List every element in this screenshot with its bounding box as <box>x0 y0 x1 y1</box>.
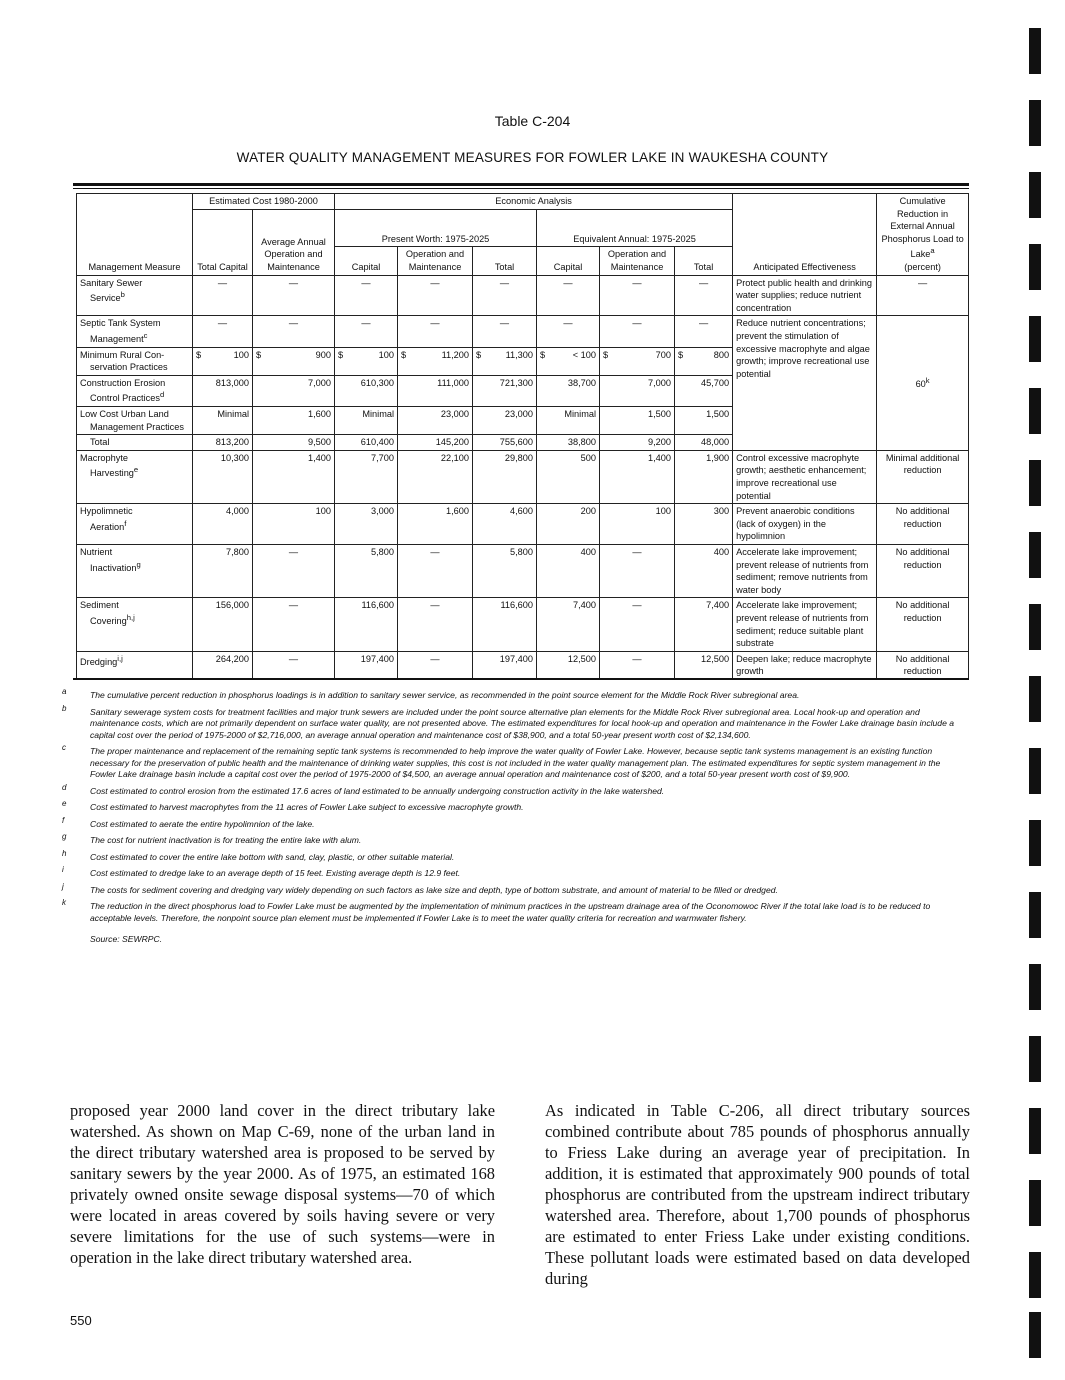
cell: $ 11,300 <box>473 347 537 375</box>
cell: — <box>193 316 253 347</box>
table-row <box>77 504 969 545</box>
header-present-worth: Present Worth: 1975-2025 <box>335 209 537 247</box>
edge-mark <box>1029 676 1041 722</box>
cell: 721,300 <box>473 375 537 406</box>
cell: $ 700 <box>600 347 675 375</box>
footnote-i: i Cost estimated to dredge lake to an average depth of 15 feet. Existing average depth is 12.9 feet. <box>62 865 461 878</box>
measure-name: Sanitary Sewer Service$^b$ <box>77 275 193 316</box>
measures-table <box>76 193 969 680</box>
reduction-cell: No additional reduction <box>877 545 969 598</box>
cell: 400 <box>537 545 600 598</box>
cell: 1,600 <box>398 504 473 545</box>
header-avg-annual-om: Average Annual Operation and Maintenance <box>253 209 335 275</box>
cell: — <box>335 316 398 347</box>
cell: — <box>398 598 473 651</box>
cell: 145,200 <box>398 435 473 451</box>
cell: 7,000 <box>600 375 675 406</box>
cell: 7,400 <box>675 598 733 651</box>
header-ea-total: Total <box>675 247 733 275</box>
effectiveness-cell: Prevent anaerobic conditions (lack of oxygen) in the hypolimnion <box>733 504 877 545</box>
cell: 610,300 <box>335 375 398 406</box>
header-ea-capital: Capital <box>537 247 600 275</box>
cell: $ 100 <box>193 347 253 375</box>
cell: 7,700 <box>335 450 398 503</box>
measure-name: Total <box>77 435 193 451</box>
cell: 400 <box>675 545 733 598</box>
cell: $ < 100 <box>537 347 600 375</box>
cell: — <box>537 316 600 347</box>
effectiveness-cell: Accelerate lake improvement; prevent release of nutrients from sediment; remove nutrients from water body <box>733 545 877 598</box>
cell: $ 800 <box>675 347 733 375</box>
table-row <box>77 450 969 503</box>
cell: 264,200 <box>193 651 253 679</box>
cell: 1,400 <box>253 450 335 503</box>
cell: 7,800 <box>193 545 253 598</box>
cumulative-reduction-label: Cumulative Reduction in External Annual Phosphorus Load to Lake <box>881 196 964 260</box>
cell: 12,500 <box>675 651 733 679</box>
edge-mark <box>1029 244 1041 290</box>
reduction-cell: No additional reduction <box>877 651 969 679</box>
header-total-capital: Total Capital <box>193 209 253 275</box>
footnote-k: k The reduction in the direct phosphorus load to Fowler Lake must be augmented by the implementation of minimum practices in the upstream drainage area of the Oconomowoc River if the total lake load is to be reduced to acceptable levels. Therefore, the nonpoint source plan element must be implemented if Fowler Lake is to meet the water quality criteria for recreation and warmwater fishery. <box>62 898 931 923</box>
header-equivalent-annual: Equivalent Annual: 1975-2025 <box>537 209 733 247</box>
measure-name: Septic Tank System Management$^c$ <box>77 316 193 347</box>
cell: 813,200 <box>193 435 253 451</box>
cell: 111,000 <box>398 375 473 406</box>
cell: 9,500 <box>253 435 335 451</box>
table-row <box>77 545 969 598</box>
cell: 755,600 <box>473 435 537 451</box>
source-note: Source: SEWRPC. <box>90 934 163 944</box>
cell: 48,000 <box>675 435 733 451</box>
header-pw-capital: Capital <box>335 247 398 275</box>
cell: — <box>398 316 473 347</box>
cell: — <box>253 275 335 316</box>
table-row <box>77 598 969 651</box>
footnote-a: a The cumulative percent reduction in phosphorus loadings is in addition to sanitary sewer service, as recommended in the point source element for the Middle Rock River subregional area. <box>62 687 800 700</box>
edge-mark <box>1029 316 1041 362</box>
cell: 23,000 <box>473 407 537 435</box>
measure-name: Nutrient Inactivation$^g$ <box>77 545 193 598</box>
footnote-f: f Cost estimated to aerate the entire hypolimnion of the lake. <box>62 815 315 829</box>
table-bottom-rule <box>73 678 969 680</box>
edge-mark <box>1029 748 1041 794</box>
cell: — <box>398 651 473 679</box>
edge-mark <box>1029 1252 1041 1298</box>
cell: 116,600 <box>335 598 398 651</box>
page-number: 550 <box>70 1313 92 1328</box>
table-top-rule <box>73 183 969 186</box>
cell: 813,000 <box>193 375 253 406</box>
measure-name: Minimum Rural Con- servation Practices <box>77 347 193 375</box>
footnote-d: d Cost estimated to control erosion from the estimated 17.6 acres of land estimated to be annually undergoing construction activity in the lake watershed. <box>62 782 665 796</box>
table-title: WATER QUALITY MANAGEMENT MEASURES FOR FOWLER LAKE IN WAUKESHA COUNTY <box>236 150 829 165</box>
cell: 38,800 <box>537 435 600 451</box>
cell: 9,200 <box>600 435 675 451</box>
cell: 116,600 <box>473 598 537 651</box>
cell: Minimal <box>193 407 253 435</box>
cell: — <box>600 275 675 316</box>
footnotes <box>62 687 968 946</box>
edge-mark <box>1029 892 1041 938</box>
edge-mark <box>1029 532 1041 578</box>
cell: 197,400 <box>473 651 537 679</box>
edge-mark <box>1029 1108 1041 1154</box>
footnote-j: j The costs for sediment covering and dredging vary widely depending on such factors as lake size and depth, type of bottom substrate, and amount of material to be filled or dredged. <box>62 881 778 895</box>
cell: — <box>675 275 733 316</box>
cell: $ 900 <box>253 347 335 375</box>
cell: $ 100 <box>335 347 398 375</box>
cell: 12,500 <box>537 651 600 679</box>
header-pw-om: Operation and Maintenance <box>398 247 473 275</box>
cell: 300 <box>675 504 733 545</box>
measure-name: Hypolimnetic Aeration$^f$ <box>77 504 193 545</box>
edge-mark <box>1029 28 1041 74</box>
cell: 7,400 <box>537 598 600 651</box>
effectiveness-cell: Accelerate lake improvement; prevent release of nutrients from sediment; reduce suitable plant substrate <box>733 598 877 651</box>
measure-name: Construction Erosion Control Practices$^d$ <box>77 375 193 406</box>
measure-name: Low Cost Urban Land Management Practices <box>77 407 193 435</box>
edge-mark <box>1029 1312 1041 1358</box>
cell: — <box>398 275 473 316</box>
edge-mark <box>1029 388 1041 434</box>
footnote-h: h Cost estimated to cover the entire lake bottom with sand, clay, plastic, or other suitable material. <box>62 848 455 862</box>
measure-name: Macrophyte Harvesting$^e$ <box>77 450 193 503</box>
cell: — <box>537 275 600 316</box>
cell: — <box>253 651 335 679</box>
footnote-c: c The proper maintenance and replacement of the remaining septic tank systems is recommended to help improve the water quality of Fowler Lake. However, because septic tank systems management is an existing function necessary for the preservation of public health and the maintenance of drinking water supplies, this cost is not included in the water quality management plan. The estimated expenditures for septic system management in the Fowler Lake drainage basin include a capital cost over the period of 1975-2000 of $4,500, an average annual operation and maintenance cost of $200, and a total 50-year present worth cost of $9,900. <box>62 743 941 779</box>
header-economic-analysis: Economic Analysis <box>335 194 733 210</box>
cell: 100 <box>253 504 335 545</box>
cell: 29,800 <box>473 450 537 503</box>
cell: 7,000 <box>253 375 335 406</box>
footnote-e: e Cost estimated to harvest macrophytes from the 11 acres of Fowler Lake subject to excessive macrophyte growth. <box>62 799 524 812</box>
cell: 45,700 <box>675 375 733 406</box>
cell: 1,600 <box>253 407 335 435</box>
cell: 500 <box>537 450 600 503</box>
edge-mark <box>1029 964 1041 1010</box>
body-text-left-column: proposed year 2000 land cover in the direct tributary lake watershed. As shown on Map C-69, none of the urban land in the direct tributary watershed area is proposed to be served by sanitary sewers by the year 2000. As of 1975, an estimated 168 privately owned onsite sewage disposal systems—70 of which were located in areas covered by soils having severe or very severe limitations for the use of such systems—were in operation in the lake direct tributary watershed area. <box>70 1101 495 1267</box>
cell: — <box>253 545 335 598</box>
reduction-cell: Minimal additional reduction <box>877 450 969 503</box>
cell: $ 11,200 <box>398 347 473 375</box>
edge-mark <box>1029 1036 1041 1082</box>
measure-name: Dredging$^{i,j}$ <box>77 651 193 679</box>
effectiveness-cell: Deepen lake; reduce macrophyte growth <box>733 651 877 679</box>
cell: — <box>600 598 675 651</box>
cell: 38,700 <box>537 375 600 406</box>
cell: 197,400 <box>335 651 398 679</box>
cell: — <box>600 545 675 598</box>
table-row <box>77 651 969 679</box>
edge-mark <box>1029 172 1041 218</box>
cumulative-reduction-unit: (percent) <box>904 262 941 273</box>
footnote-b: b Sanitary sewerage system costs for treatment facilities and major trunk sewers are included under the point source alternative plan elements for the Middle Rock River subregional area. Local hook-up and operation and maintenance costs, which are not primarily dependent on surface water quality, are not presented above. The estimated expenditures for local hook-up and operation and maintenance in the Fowler Lake drainage basin include a capital cost over the period of 1975-2000 of $2,716,000, an average annual operation and maintenance cost of $38,900, and a total 50-year present worth cost of $2,134,600. <box>62 703 955 740</box>
reduction-cell: 60$^k$ <box>877 316 969 450</box>
effectiveness-cell: Control excessive macrophyte growth; aesthetic enhancement; improve recreational use potential <box>733 450 877 503</box>
edge-mark <box>1029 1180 1041 1226</box>
header-ea-om: Operation and Maintenance <box>600 247 675 275</box>
cell: 4,600 <box>473 504 537 545</box>
cell: — <box>398 545 473 598</box>
cell: 610,400 <box>335 435 398 451</box>
cell: — <box>335 275 398 316</box>
table-top-rule-thin <box>73 188 969 189</box>
reduction-cell: — <box>877 275 969 316</box>
reduction-cell: No additional reduction <box>877 504 969 545</box>
cell: 4,000 <box>193 504 253 545</box>
header-anticipated-effectiveness: Anticipated Effectiveness <box>733 194 877 276</box>
measure-name: Sediment Covering$^{h,j}$ <box>77 598 193 651</box>
cell: 10,300 <box>193 450 253 503</box>
cell: 22,100 <box>398 450 473 503</box>
cell: — <box>473 316 537 347</box>
cell: 5,800 <box>335 545 398 598</box>
cell: — <box>253 316 335 347</box>
cell: — <box>675 316 733 347</box>
cell: — <box>253 598 335 651</box>
cell: 23,000 <box>398 407 473 435</box>
cell: 3,000 <box>335 504 398 545</box>
header-cumulative-reduction <box>877 194 969 276</box>
cell: Minimal <box>335 407 398 435</box>
page-edge-marks <box>1029 28 1043 1348</box>
cell: 200 <box>537 504 600 545</box>
body-text-right-column: As indicated in Table C-206, all direct tributary sources combined contribute about 785 pounds of phosphorus annually to Friess Lake during an average year of precipitation. In addition, it is estimated that approximately 900 pounds of total phosphorus are contributed from the upstream indirect tributary watershed area. Therefore, about 1,700 pounds of phosphorus are estimated to enter Friess Lake under existing conditions. These pollutant loads were estimated based on data developed during <box>545 1101 970 1288</box>
cumulative-reduction-mark: a <box>930 246 935 256</box>
footnote-g: g The cost for nutrient inactivation is for treating the entire lake with alum. <box>62 832 362 845</box>
table-row <box>77 275 969 316</box>
edge-mark <box>1029 604 1041 650</box>
header-estimated-cost: Estimated Cost 1980-2000 <box>193 194 335 210</box>
cell: 5,800 <box>473 545 537 598</box>
effectiveness-cell: Reduce nutrient concentrations; prevent the stimulation of excessive macrophyte and algae growth; improve recreational use potential <box>733 316 877 450</box>
cell: Minimal <box>537 407 600 435</box>
cell: — <box>600 651 675 679</box>
reduction-cell: No additional reduction <box>877 598 969 651</box>
cell: 1,900 <box>675 450 733 503</box>
cell: 1,500 <box>675 407 733 435</box>
cell: 1,400 <box>600 450 675 503</box>
cell: 156,000 <box>193 598 253 651</box>
header-management-measure: Management Measure <box>77 194 193 276</box>
edge-mark <box>1029 820 1041 866</box>
cell: — <box>193 275 253 316</box>
cell: 100 <box>600 504 675 545</box>
effectiveness-cell: Protect public health and drinking water supplies; reduce nutrient concentration <box>733 275 877 316</box>
cell: — <box>473 275 537 316</box>
table-number: Table C-204 <box>494 113 571 129</box>
header-pw-total: Total <box>473 247 537 275</box>
cell: — <box>600 316 675 347</box>
edge-mark <box>1029 460 1041 506</box>
cell: 1,500 <box>600 407 675 435</box>
table-row <box>77 316 969 347</box>
